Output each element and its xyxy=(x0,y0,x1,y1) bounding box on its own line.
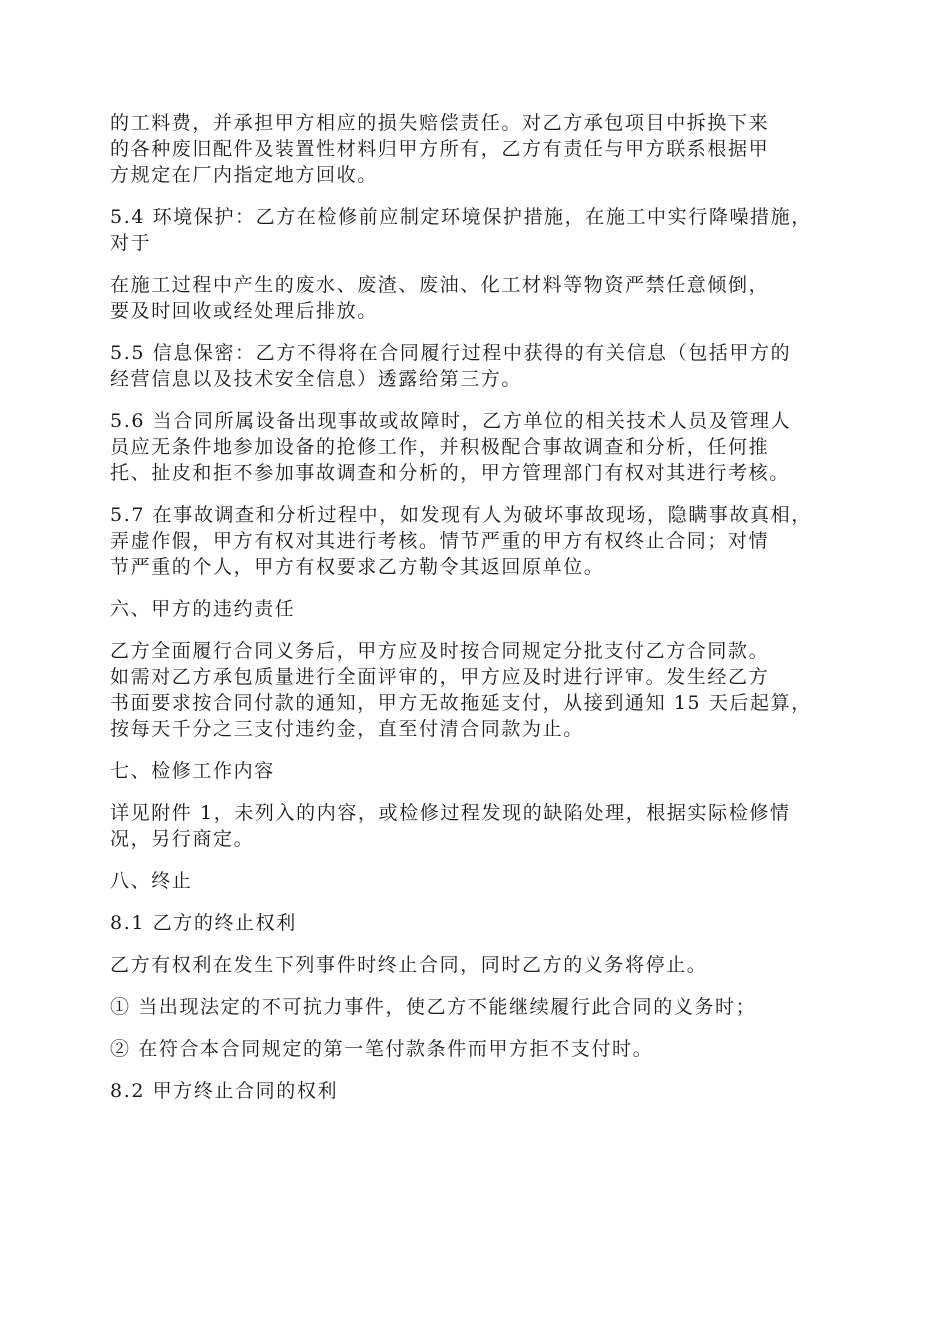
section-heading-6: 六、甲方的违约责任 xyxy=(110,598,296,620)
list-item-payment-refusal: ② 在符合本合同规定的第一笔付款条件而甲方拒不支付时。 xyxy=(110,1038,654,1060)
list-item-force-majeure: ① 当出现法定的不可抗力事件，使乙方不能继续履行此合同的义务时； xyxy=(110,996,757,1018)
clause-5-4-environment: 5.4 环境保护：乙方在检修前应制定环境保护措施，在施工中实行降噪措施， 对于 xyxy=(110,206,812,254)
paragraph-work-content: 详见附件 1，未列入的内容，或检修过程发现的缺陷处理，根据实际检修情 况，另行商定。 xyxy=(110,802,791,850)
clause-5-5-confidentiality: 5.5 信息保密：乙方不得将在合同履行过程中获得的有关信息（包括甲方的 经营信息以及技术安全信息）透露给第三方。 xyxy=(110,342,792,390)
document-page xyxy=(110,110,858,1120)
paragraph-waste-disposal: 在施工过程中产生的废水、废渣、废油、化工材料等物资严禁任意倾倒， 要及时回收或经处理后排放。 xyxy=(110,274,770,322)
clause-5-7-accident-investigation: 5.7 在事故调查和分析过程中，如发现有人为破坏事故现场，隐瞒事故真相， 弄虚作假，甲方有权对其进行考核。情节严重的甲方有权终止合同；对情 节严重的个人，甲方有权要求乙方勒令其返回原单位。 xyxy=(110,504,812,578)
paragraph-material-cost: 的工料费，并承担甲方相应的损失赔偿责任。对乙方承包项目中拆换下来 的各种废旧配件及装置性材料归甲方所有，乙方有责任与甲方联系根据甲 方规定在厂内指定地方回收。 xyxy=(110,112,770,186)
clause-8-2-heading: 8.2 甲方终止合同的权利 xyxy=(110,1080,339,1102)
paragraph-termination-rights: 乙方有权利在发生下列事件时终止合同，同时乙方的义务将停止。 xyxy=(110,954,708,976)
section-heading-8: 八、终止 xyxy=(110,870,193,892)
clause-5-6-accident-repair: 5.6 当合同所属设备出现事故或故障时，乙方单位的相关技术人员及管理人 员应无条件地参加设备的抢修工作，并积极配合事故调查和分析，任何推 托、扯皮和拒不参加事故调查和分析的，甲方管理部门有权对其进行考核。 xyxy=(110,410,792,484)
paragraph-party-a-liability: 乙方全面履行合同义务后，甲方应及时按合同规定分批支付乙方合同款。 如需对乙方承包质量进行全面评审的，甲方应及时进行评审。发生经乙方 书面要求按合同付款的通知，甲方无故拖延支付，从接到通知 15 天后起算， 按每天千分之三支付违约金，直至付清合同款为止。 xyxy=(110,640,812,740)
section-heading-7: 七、检修工作内容 xyxy=(110,760,275,782)
clause-8-1-heading: 8.1 乙方的终止权利 xyxy=(110,912,297,934)
